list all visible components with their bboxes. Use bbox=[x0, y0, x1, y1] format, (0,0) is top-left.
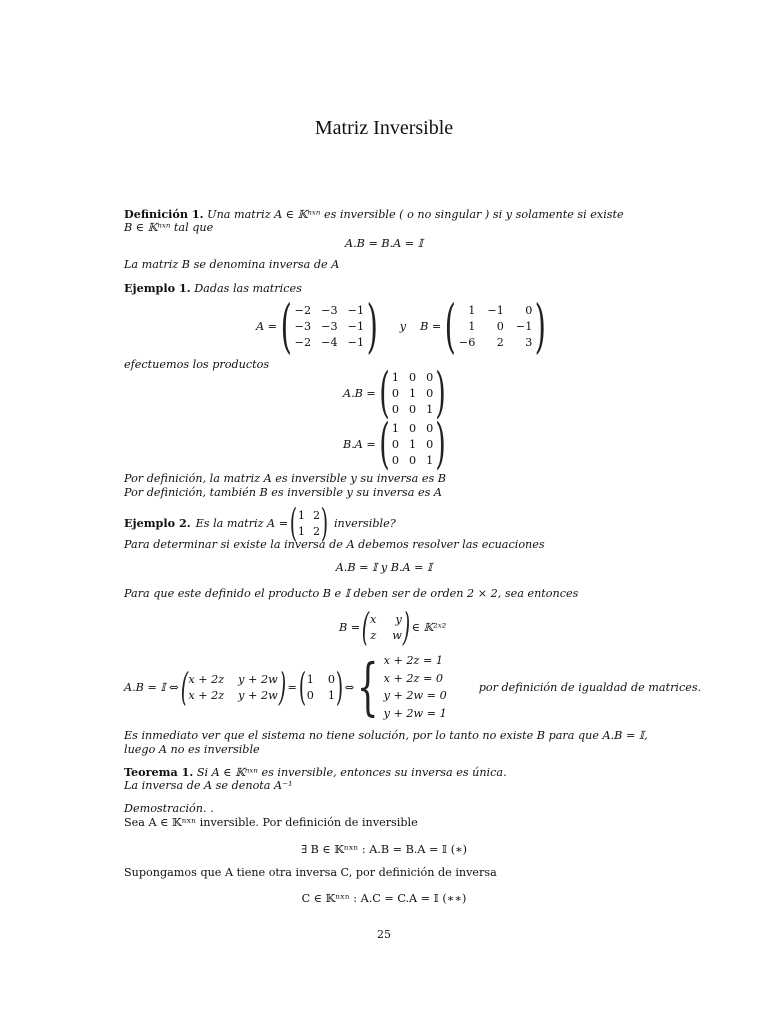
left-parenthesis: ( bbox=[444, 292, 457, 360]
left-parenthesis: ( bbox=[289, 501, 298, 545]
matrix-B-variables bbox=[361, 605, 410, 649]
right-parenthesis: ) bbox=[435, 412, 447, 475]
matrix-cell: z bbox=[370, 628, 377, 642]
definition-1-line2: B ∈ 𝕂ⁿˣⁿ tal que bbox=[124, 221, 214, 234]
identity-matrix-2 bbox=[378, 412, 448, 475]
equals-sign: = bbox=[287, 680, 297, 694]
left-brace: { bbox=[357, 650, 379, 723]
matrix-cell: 1 bbox=[391, 370, 399, 384]
identity-matrix-2x2 bbox=[298, 665, 344, 709]
matrix-cell: 0 bbox=[391, 453, 399, 467]
matrix-cell: −1 bbox=[347, 319, 365, 333]
matrix-B-definition bbox=[339, 605, 447, 649]
matrix-grid bbox=[391, 370, 434, 417]
matrix-cell: −3 bbox=[321, 303, 338, 317]
matrix-cell: 0 bbox=[391, 386, 399, 400]
left-parenthesis: ( bbox=[180, 665, 188, 709]
matrix-cell: 0 bbox=[426, 370, 434, 384]
right-parenthesis: ) bbox=[435, 361, 447, 424]
matrix-cell: 3 bbox=[525, 335, 533, 349]
matrix-cell: 1 bbox=[409, 437, 417, 451]
right-parenthesis: ) bbox=[335, 665, 344, 709]
matrix-cell: 0 bbox=[426, 437, 434, 451]
matrix-cell: −2 bbox=[294, 335, 312, 349]
matrix-cell: 0 bbox=[525, 303, 533, 317]
example-2-line3: Para que este definido el producto B e 𝕀 deben ser de orden 2 × 2, sea entonces bbox=[124, 587, 579, 600]
matrix-cell: −1 bbox=[347, 335, 365, 349]
right-parenthesis: ) bbox=[320, 501, 329, 545]
matrix-B-label: B = bbox=[420, 319, 442, 333]
matrix-cell: −1 bbox=[487, 303, 504, 317]
product-BA-label: B.A = bbox=[343, 437, 376, 451]
matrix-grid bbox=[369, 612, 403, 643]
example-1-label: Ejemplo 1. bbox=[124, 281, 191, 295]
matrix-cell: 1 bbox=[306, 672, 314, 686]
system-note: por definición de igualdad de matrices. bbox=[478, 680, 702, 694]
matrix-cell: −1 bbox=[515, 319, 533, 333]
matrix-grid bbox=[391, 421, 434, 468]
matrix-cell: w bbox=[392, 628, 402, 642]
matrix-cell: 0 bbox=[409, 402, 417, 416]
matrix-cell: 1 bbox=[327, 688, 335, 702]
definition-1-label: Definición 1. bbox=[124, 207, 204, 221]
system-equation: y + 2w = 1 bbox=[383, 706, 447, 720]
right-parenthesis: ) bbox=[278, 665, 286, 709]
system-equation: x + 2z = 1 bbox=[383, 654, 444, 667]
example-2-text-a: Es la matriz A = bbox=[195, 516, 289, 530]
matrix-cell: x + 2z bbox=[188, 688, 225, 702]
matrix-cell: 2 bbox=[496, 335, 504, 349]
system-equation: x + 2z = 0 bbox=[383, 671, 444, 685]
matrix-cell: 0 bbox=[391, 437, 399, 451]
definition-1-equation: A.B = B.A = 𝕀 bbox=[345, 237, 423, 250]
proof-equation-1: ∃ B ∈ 𝕂ⁿˣⁿ : A.B = B.A = 𝕀 (∗) bbox=[300, 843, 468, 856]
right-parenthesis: ) bbox=[366, 292, 379, 360]
left-parenthesis: ( bbox=[361, 605, 370, 649]
example-2-text-b: inversible? bbox=[333, 516, 396, 530]
example-1-line2: efectuemos los productos bbox=[124, 358, 270, 371]
example-2-conclusion-2: luego A no es inversible bbox=[124, 743, 260, 756]
proof-label: Demostración. . bbox=[124, 802, 214, 815]
matrix-cell: 1 bbox=[468, 319, 476, 333]
matrix-cell: 0 bbox=[327, 672, 335, 686]
matrix-cell: 0 bbox=[426, 386, 434, 400]
matrix-cell: 2 bbox=[313, 524, 321, 538]
matrix-cell: 0 bbox=[409, 453, 417, 467]
theorem-1-line1 bbox=[124, 765, 507, 780]
system-left: A.B = 𝕀 ⇔ bbox=[124, 680, 179, 694]
matrix-A-label: A = bbox=[256, 319, 278, 333]
example-1-conclusion-2: Por definición, también B es inversible y su inversa es A bbox=[124, 486, 442, 499]
product-AB-label: A.B = bbox=[343, 386, 376, 400]
right-parenthesis: ) bbox=[402, 605, 410, 649]
matrix-cell: −1 bbox=[347, 303, 365, 317]
iff-symbol: ⇔ bbox=[344, 680, 355, 694]
example-2-equations: A.B = 𝕀 y B.A = 𝕀 bbox=[335, 561, 433, 574]
matrix-cell: x + 2z bbox=[188, 672, 225, 686]
matrix-cell: 0 bbox=[409, 421, 417, 435]
page-title: Matriz Inversible bbox=[314, 117, 454, 139]
matrix-cell: y + 2w bbox=[238, 688, 278, 702]
matrix-cell: 1 bbox=[426, 402, 434, 416]
product-matrix bbox=[180, 665, 286, 709]
matrix-grid bbox=[458, 303, 534, 350]
theorem-1-text: Si A ∈ 𝕂ⁿˣⁿ es inversible, entonces su inversa es única. bbox=[196, 766, 507, 779]
matrix-cell: −6 bbox=[458, 335, 476, 349]
example-1-heading bbox=[124, 281, 302, 296]
example-2-line2: Para determinar si existe la inversa de A debemos resolver las ecuaciones bbox=[124, 538, 545, 551]
matrix-cell: 1 bbox=[468, 303, 476, 317]
example-2-conclusion-1: Es inmediato ver que el sistema no tiene solución, por lo tanto no existe B para que A.B = 𝕀, bbox=[124, 729, 648, 742]
matrix-grid bbox=[294, 303, 366, 350]
matrix-cell: 0 bbox=[426, 421, 434, 435]
matrix-grid bbox=[297, 508, 321, 539]
left-parenthesis: ( bbox=[298, 665, 306, 709]
theorem-1-label: Teorema 1. bbox=[124, 765, 194, 779]
matrix-A bbox=[279, 292, 380, 360]
left-parenthesis: ( bbox=[379, 361, 390, 424]
conjunction-y: y bbox=[399, 319, 407, 333]
matrix-cell: 0 bbox=[409, 370, 417, 384]
example-1-matrices bbox=[256, 292, 550, 360]
example-1-text: Dadas las matrices bbox=[194, 282, 302, 295]
example-2-heading bbox=[124, 501, 396, 545]
matrix-cell: 0 bbox=[391, 402, 399, 416]
proof-line2: Supongamos que A tiene otra inversa C, por definición de inversa bbox=[124, 866, 497, 879]
proof-equation-2: C ∈ 𝕂ⁿˣⁿ : A.C = C.A = 𝕀 (∗∗) bbox=[301, 892, 467, 905]
definition-1-line3: La matriz B se denomina inversa de A bbox=[124, 258, 340, 271]
matrix-cell: y + 2w bbox=[238, 672, 278, 686]
product-AB bbox=[343, 361, 449, 424]
matrix-cell: y bbox=[395, 612, 402, 626]
matrix-B bbox=[443, 292, 548, 360]
left-parenthesis: ( bbox=[379, 412, 390, 475]
matrix-grid bbox=[306, 672, 336, 703]
equation-system bbox=[354, 652, 447, 722]
example-1-conclusion-1: Por definición, la matriz A es inversible y su inversa es B bbox=[124, 472, 447, 485]
definition-1-text: Una matriz A ∈ 𝕂ⁿˣⁿ es inversible ( o no singular ) si y solamente si existe bbox=[207, 208, 624, 221]
proof-line1: Sea A ∈ 𝕂ⁿˣⁿ inversible. Por definición de inversible bbox=[124, 816, 418, 829]
matrix-cell: 0 bbox=[496, 319, 504, 333]
matrix-cell: 1 bbox=[426, 453, 434, 467]
matrix-cell: 1 bbox=[297, 508, 306, 522]
matrix-cell: 1 bbox=[391, 421, 399, 435]
definition-1-line1 bbox=[124, 207, 624, 222]
matrix-cell: −4 bbox=[321, 335, 338, 349]
matrix-grid bbox=[187, 672, 278, 703]
matrix-cell: 0 bbox=[306, 688, 314, 702]
matrix-A-2x2 bbox=[289, 501, 329, 545]
matrix-cell: x bbox=[369, 612, 377, 626]
page-number: 25 bbox=[377, 928, 391, 941]
matrix-cell: 1 bbox=[297, 524, 306, 538]
system-equations bbox=[382, 652, 447, 722]
matrix-B2-label: B = bbox=[339, 620, 361, 634]
example-2-label: Ejemplo 2. bbox=[124, 516, 191, 530]
equation-system-row bbox=[124, 652, 701, 722]
matrix-cell: −2 bbox=[294, 303, 312, 317]
left-parenthesis: ( bbox=[280, 292, 292, 360]
right-parenthesis: ) bbox=[535, 292, 547, 360]
matrix-cell: 1 bbox=[409, 386, 417, 400]
theorem-1-line2: La inversa de A se denota A⁻¹ bbox=[124, 779, 293, 792]
matrix-cell: 2 bbox=[313, 508, 321, 522]
system-equation: y + 2w = 0 bbox=[383, 689, 447, 702]
matrix-cell: −3 bbox=[294, 319, 312, 333]
matrix-cell: −3 bbox=[321, 319, 338, 333]
product-BA bbox=[343, 412, 449, 475]
matrix-B-domain: ∈ 𝕂²ˣ² bbox=[411, 620, 447, 634]
